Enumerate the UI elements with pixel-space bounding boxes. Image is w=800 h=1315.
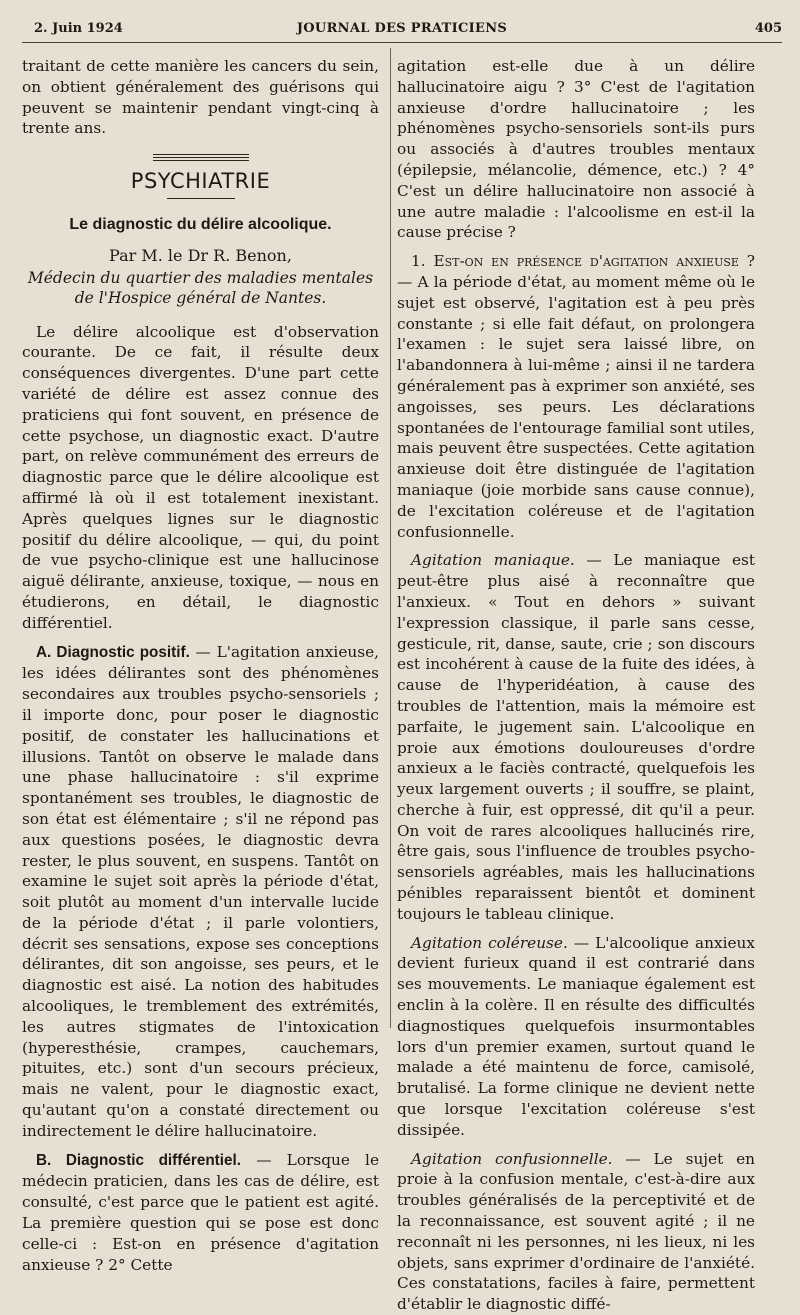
heading-agitation-confusionnelle: Agitation confusionnelle. (411, 1149, 613, 1168)
continued-paragraph: agitation est-elle due à un délire hallucinatoire aigu ? 3° C'est de l'agitation anxieuse d'ordre hallucinatoire ; les phénomènes psycho-sensoriels sont-ils purs ou associés à d'autres troubles mentaux (épilepsie, mélancolie, démence, etc.) ? 4° C'est un délire hallucinatoire non associé à une autre maladie : l'alcoolisme en est-il la cause précise ? (397, 57, 755, 242)
paragraph-agitation-confusionnelle (397, 1149, 755, 1315)
running-header (22, 21, 782, 41)
heading-agitation-anxieuse: 1. Est-on en présence d'agitation anxieuse ? (411, 252, 755, 271)
paragraph-agitation-anxieuse (397, 251, 755, 542)
heading-diagnostic-positif: A. Diagnostic positif. (36, 643, 190, 661)
text-agitation-colereuse: — L'alcoolique anxieux devient furieux quand il est contrarié dans ses mouvements. Le maniaque également est enclin à la colère. Il en résulte des difficultés diagnostiques quelquefois insurmontables lors d'un premier examen, surtout quand le malade a été maintenu de force, camisolé, brutalisé. La forme clinique ne devient nette que lorsque l'excitation coléreuse s'est dissipée. (397, 933, 755, 1139)
paragraph-diagnostic-differentiel (22, 1150, 379, 1276)
author-affiliation (22, 268, 379, 308)
header-rule (22, 42, 782, 43)
intro-paragraph: traitant de cette manière les cancers du sein, on obtient généralement des guérisons qui peuvent se maintenir pendant vingt-cinq à trente ans. (22, 57, 379, 138)
heading-agitation-colereuse: Agitation coléreuse. (411, 933, 568, 952)
right-column (397, 56, 755, 1315)
article-title: Le diagnostic du délire alcoolique. (69, 215, 332, 233)
header-journal-title: JOURNAL DES PRATICIENS (296, 21, 508, 36)
text-diagnostic-differentiel: — Lorsque le médecin praticien, dans les cas de délire, est consulté, c'est parce que le patient est agité. La première question qui se pose est donc celle-ci : Est-on en présence d'agitation anxieuse ? 2° Cette (22, 1150, 380, 1274)
paragraph-intro: Le délire alcoolique est d'observation courante. De ce fait, il résulte deux conséquences divergentes. D'une part cette variété de délire est assez connue des praticiens qui font souvent, en présence de cette psychose, un diagnostic exact. D'autre part, on relève communément des erreurs de diagnostic parce que le délire alcoolique est affirmé là où il est totalement inexistant. Après quelques lignes sur le diagnostic positif du délire alcoolique, — qui, du point de vue psycho-clinique est une hallucinose aiguë délirante, anxieuse, toxique, — nous en étudierons, en détail, le diagnostic différentiel. (22, 322, 379, 632)
left-column (22, 56, 379, 1275)
section-rule (167, 198, 235, 199)
section-heading: PSYCHIATRIE (130, 169, 271, 194)
column-divider (390, 48, 391, 1028)
text-agitation-confusionnelle: — Le sujet en proie à la confusion mentale, c'est-à-dire aux troubles généralisés de la perceptivité et de la reconnaissance, est souvent agité ; il ne reconnaît ni les personnes, ni les lieux, ni les objets, sans exprimer d'ordinaire de l'anxiété. Ces constatations, faciles à faire, permettent d'établir le diagnostic diffé- (397, 1149, 755, 1314)
article-byline: Par M. le Dr R. Benon, (109, 245, 292, 265)
header-date: 2. Juin 1924 (34, 21, 123, 36)
heading-diagnostic-differentiel: B. Diagnostic différentiel. (36, 1151, 242, 1169)
text-agitation-maniaque: — Le maniaque est peut-être plus aisé à reconnaître que l'anxieux. « Tout en dehors » suivant l'expression classique, il parle sans cesse, gesticule, rit, danse, saute, crie ; son discours est incohérent à cause de la fuite des idées, à cause de l'hyperidéation, à cause des troubles de l'attention, mais la mémoire est parfaite, le jugement sain. L'alcoolique en proie aux émotions douloureuses d'ordre anxieux a le faciès contracté, quelquefois les yeux largement ouverts ; il souffre, se plaint, cherche à fuir, est oppressé, dit qu'il a peur. On voit de rares alcooliques hallucinés rire, être gais, sous l'influence de troubles psycho-sensoriels agréables, mais les hallucinations pénibles reparaissent bientôt et dominent toujours le tableau clinique. (397, 551, 755, 923)
paragraph-diagnostic-positif (22, 642, 379, 1142)
text-diagnostic-positif: — L'agitation anxieuse, les idées délirantes sont des phénomènes secondaires aux troubles psycho-sensoriels ; il importe donc, pour poser le diagnostic positif, de constater les hallucinations et illusions. Tantôt on observe le malade dans une phase hallucinatoire : s'il exprime spontanément ses troubles, le diagnostic de son état est élémentaire ; s'il ne répond pas aux questions posées, le diagnostic devra rester, le plus souvent, en suspens. Tantôt on examine le sujet soit après la période d'état, soit plutôt au moment d'un intervalle lucide de la période d'état ; il parle volontiers, décrit ses sensations, expose ses conceptions délirantes, dit son angoisse, ses peurs, et le diagnostic est aisé. La notion des habitudes alcooliques, le tremblement des extrémités, les autres stigmates de l'intoxication (hyperesthésie, crampes, cauchemars, pituites, etc.) sont d'un secours précieux, mais ne valent, pour le diagnostic exact, qu'autant qu'on a constaté directement ou indirectement le délire hallucinatoire. (22, 642, 379, 1140)
header-page-number: 405 (754, 21, 782, 36)
section-separator (153, 154, 249, 161)
paragraph-agitation-maniaque (397, 550, 755, 924)
paragraph-agitation-colereuse (397, 933, 755, 1141)
text-agitation-anxieuse: — A la période d'état, au moment même où le sujet est observé, l'agitation est à peu près constante ; si elle fait défaut, on prolongera l'examen : le sujet sera laissé libre, on l'abandonnera à lui-même ; ainsi il ne tardera généralement pas à exprimer son anxiété, ses angoisses, ses peurs. Les déclarations spontanées de l'entourage familial sont utiles, mais peuvent être suspectées. Cette agitation anxieuse doit être distinguée de l'agitation maniaque (joie morbide sans cause connue), de l'excitation coléreuse et de l'agitation confusionnelle. (397, 272, 756, 541)
affiliation-line-1: Médecin du quartier des maladies mentales (27, 268, 374, 287)
affiliation-line-2: de l'Hospice général de Nantes. (74, 288, 327, 307)
heading-agitation-maniaque: Agitation maniaque. (411, 551, 575, 570)
